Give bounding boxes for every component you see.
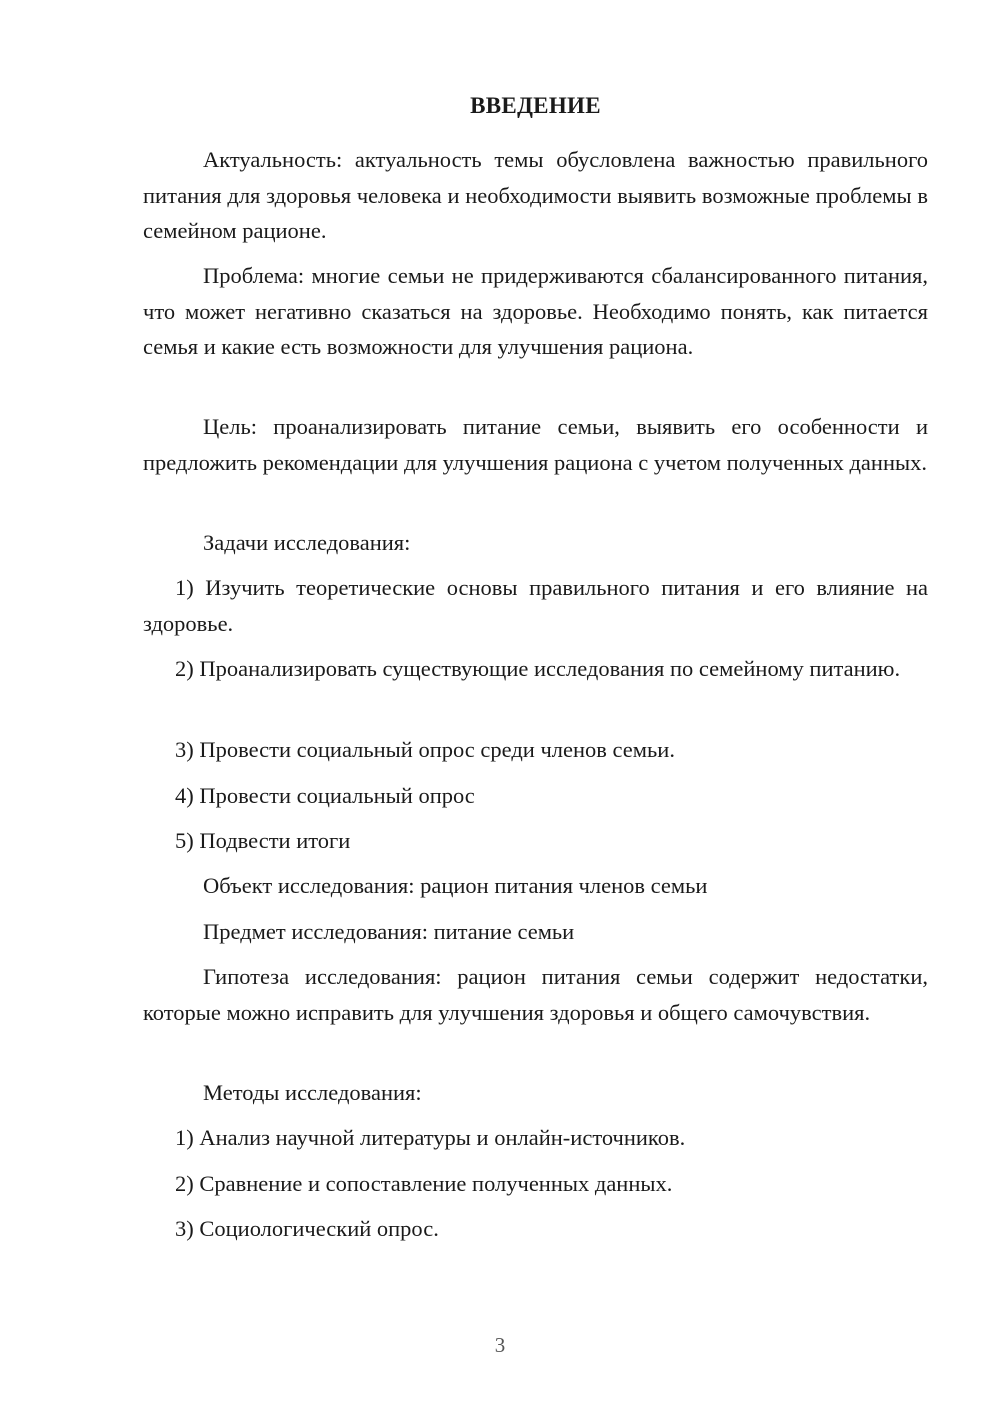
hypothesis-paragraph: Гипотеза исследования: рацион питания семьи содержит недостатки, которые можно исправить для улучшения здоровья и общего самочувствия.	[143, 964, 928, 1025]
relevance-paragraph: Актуальность: актуальность темы обусловлена важностью правильного питания для здоровья человека и необходимости выявить возможные проблемы в семейном рационе.	[143, 147, 928, 243]
task-item-3: 3) Провести социальный опрос среди членов семьи.	[175, 737, 675, 762]
task-item-1: 1) Изучить теоретические основы правильного питания и его влияние на здоровье.	[143, 575, 928, 636]
methods-heading: Методы исследования:	[203, 1080, 422, 1105]
goal-paragraph: Цель: проанализировать питание семьи, выявить его особенности и предложить рекомендации для улучшения рациона с учетом полученных данных.	[143, 414, 928, 475]
object-paragraph: Объект исследования: рацион питания членов семьи	[203, 873, 708, 898]
tasks-heading: Задачи исследования:	[203, 530, 411, 555]
method-item-1: 1) Анализ научной литературы и онлайн-источников.	[175, 1125, 686, 1150]
problem-paragraph: Проблема: многие семьи не придерживаются сбалансированного питания, что может негативно сказаться на здоровье. Необходимо понять, как питается семья и какие есть возможности для улучшения рациона.	[143, 263, 928, 359]
task-item-2: 2) Проанализировать существующие исследования по семейному питанию.	[175, 656, 901, 681]
subject-paragraph: Предмет исследования: питание семьи	[203, 919, 575, 944]
task-item-4: 4) Провести социальный опрос	[175, 783, 475, 808]
page-number: 3	[494, 1333, 506, 1357]
method-item-3: 3) Социологический опрос.	[175, 1216, 439, 1241]
page-title: ВВЕДЕНИЕ	[470, 93, 601, 118]
method-item-2: 2) Сравнение и сопоставление полученных данных.	[175, 1171, 673, 1196]
task-item-5: 5) Подвести итоги	[175, 828, 351, 853]
